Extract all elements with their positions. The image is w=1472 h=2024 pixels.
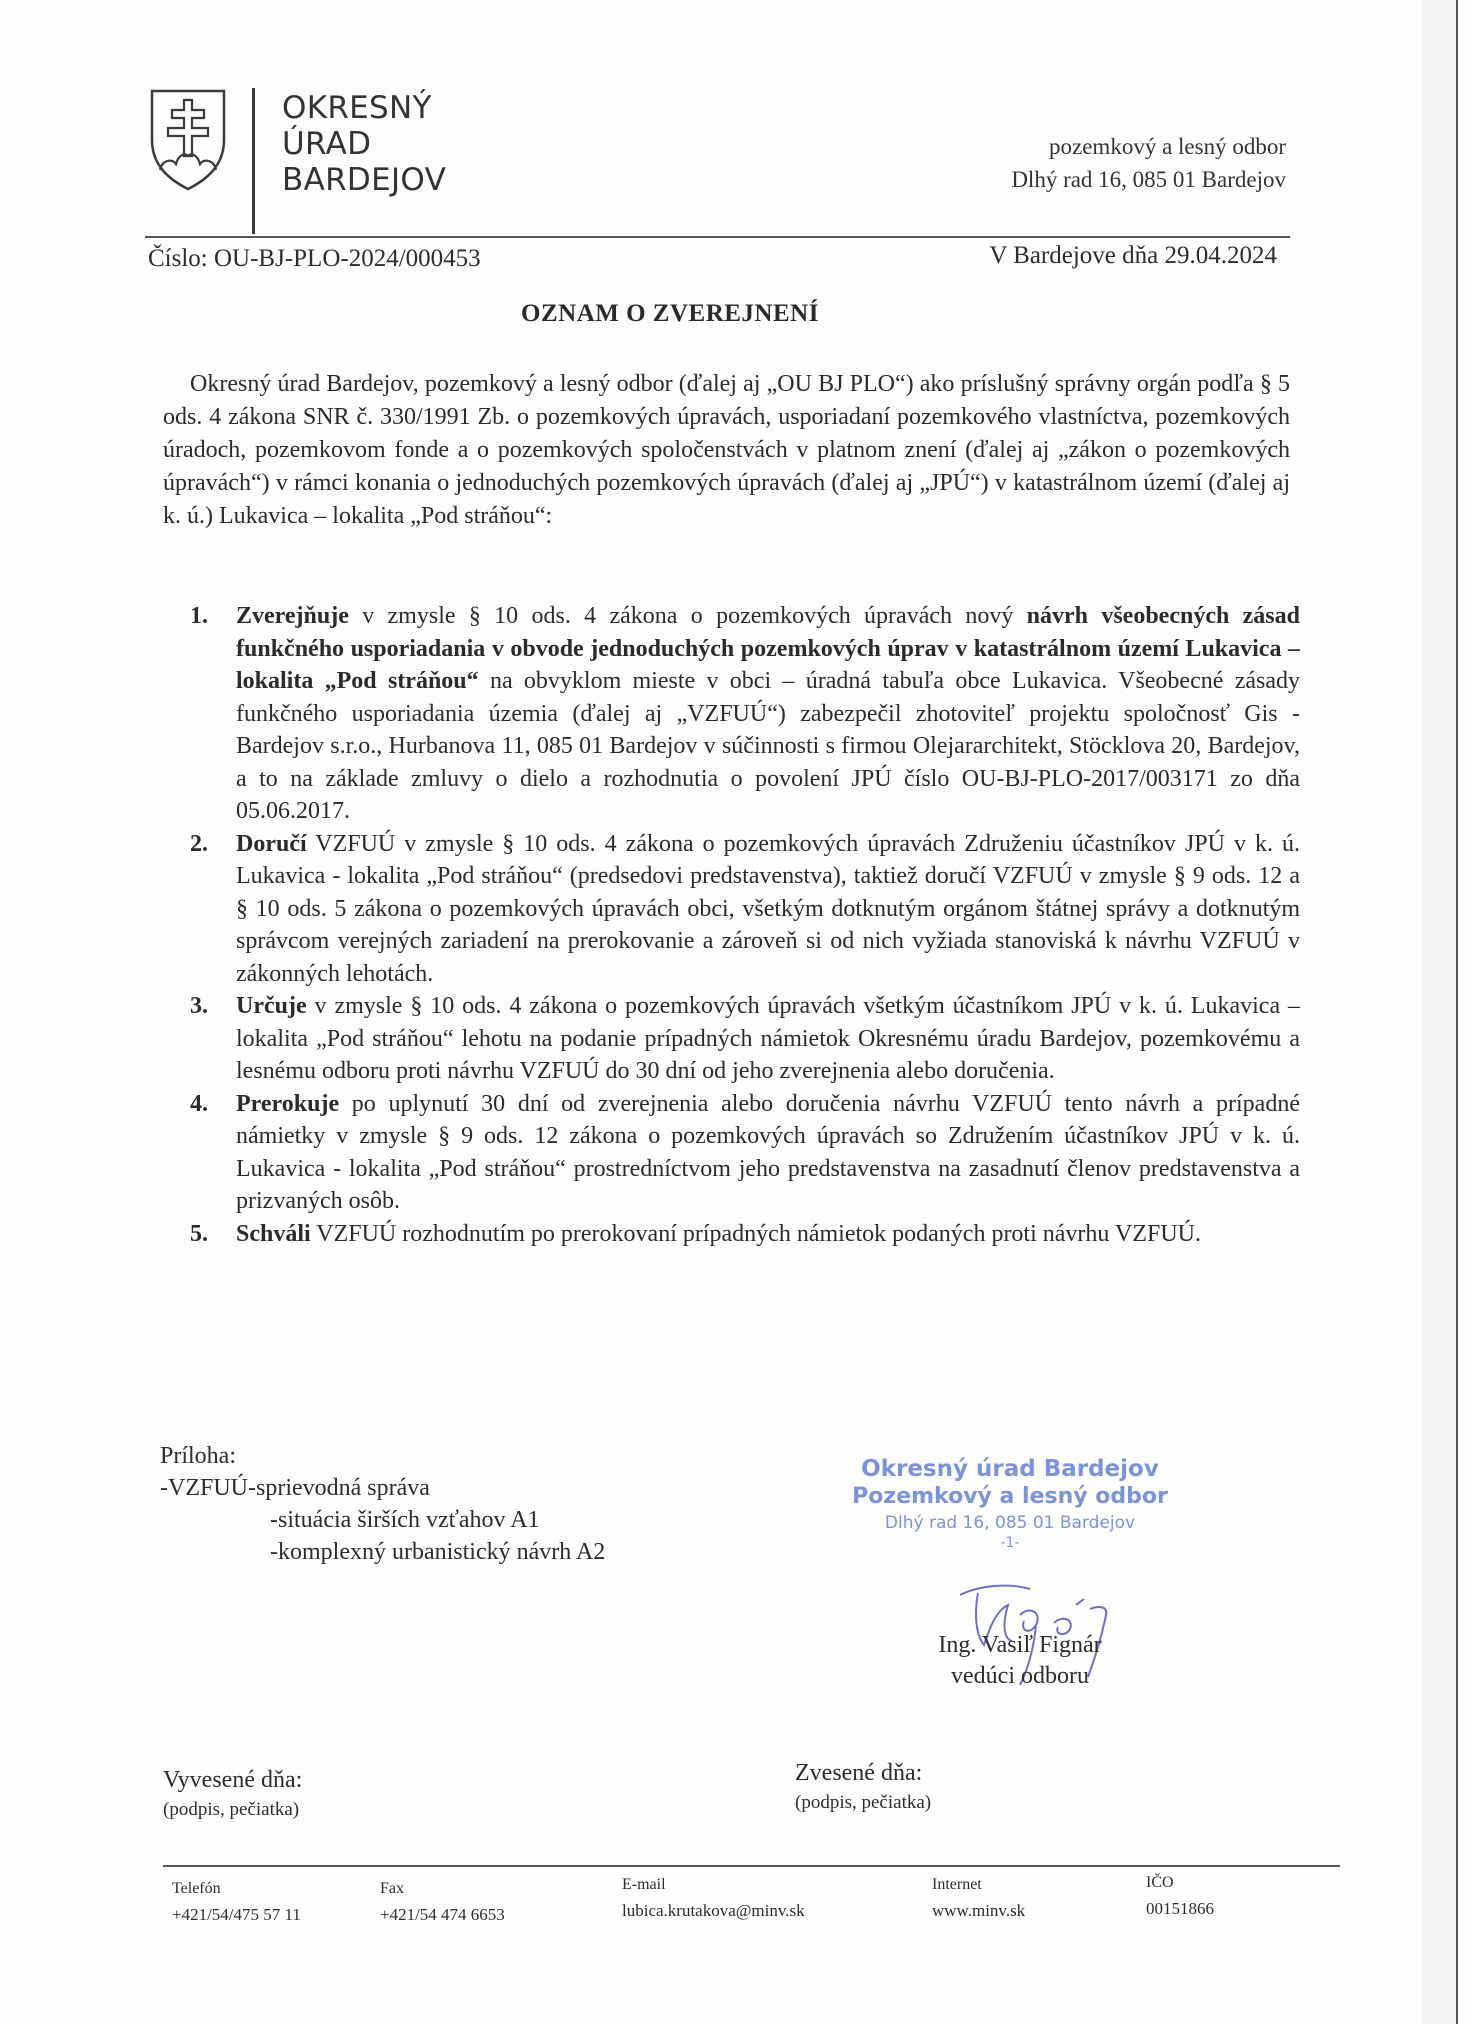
footer-email: E-mail lubica.krutakova@minv.sk (622, 1876, 805, 1920)
signer-name: Ing. Vasiľ Fignár (938, 1632, 1102, 1658)
signer-role: vedúci odboru (951, 1663, 1089, 1689)
attachment-item: -situácia širších vzťahov A1 (270, 1507, 540, 1533)
list-item: 2. Doručí VZFUÚ v zmysle § 10 ods. 4 zákona o pozemkových úpravách Združeniu účastníkov JPÚ v k. ú. Lukavica - lokalita „Pod stráňou“ (predsedovi predstavenstva), taktiež doručí VZFUÚ v zmysle § 9 ods. 12 a § 10 ods. 5 zákona o pozemkových úpravách obci, všetkým dotknutým orgánom štátnej správy a dotknutým správcom verejných zariadení na prerokovanie a zároveň si od nich vyžiada stanoviská k návrhu VZFUÚ v zákonných lehotách. (190, 830, 1300, 987)
footer-fax: Fax +421/54 474 6653 (380, 1880, 505, 1924)
document-title: OZNAM O ZVEREJNENÍ (521, 300, 819, 327)
address: Dlhý rad 16, 085 01 Bardejov (1011, 167, 1286, 192)
reference-number: Číslo: OU-BJ-PLO-2024/000453 (148, 245, 481, 272)
header-rule (145, 236, 1290, 238)
footer-phone: Telefón +421/54/475 57 11 (172, 1880, 301, 1924)
posted-on-field: Vyvesené dňa: (podpis, pečiatka) (163, 1767, 303, 1820)
list-item: 1. Zverejňuje v zmysle § 10 ods. 4 zákona o pozemkových úpravách nový návrh všeobecných zásad funkčného usporiadania v obvode jednoduchých pozemkových úprav v katastrálnom území Lukavica – lokalita „Pod stráňou“ na obvyklom mieste v obci – úradná tabuľa obce Lukavica. Všeobecné zásady funkčného usporiadania územia (ďalej aj „VZFUÚ“) zabezpečil zhotoviteľ projektu spoločnosť Gis - Bardejov s.r.o., Hurbanova 11, 085 01 Bardejov v súčinnosti s firmou Olejararchitekt, Stöcklova 20, Bardejov, a to na základe zmluvy o dielo a rozhodnutia o povolení JPÚ číslo OU-BJ-PLO-2017/003171 zo dňa 05.06.2017. (190, 603, 1300, 824)
list-item: 4. Prerokuje po uplynutí 30 dní od zverejnenia alebo doručenia návrhu VZFUÚ tento návrh a prípadné námietky v zmysle § 9 ods. 12 zákona o pozemkových úpravách so Združením účastníkov JPÚ v k. ú. Lukavica - lokalita „Pod stráňou“ prostredníctvom jeho predstavenstva na zasadnutí členov predstavenstva a prizvaných osôb. (190, 1090, 1300, 1214)
footer-ico: IČO 00151866 (1146, 1874, 1214, 1918)
signer-block (900, 1630, 1140, 1692)
attachments (160, 1440, 605, 1568)
office-name: OKRESNÝ ÚRAD BARDEJOV (282, 90, 447, 198)
office-stamp: Okresný úrad Bardejov Pozemkový a lesný odbor Dlhý rad 16, 085 01 Bardejov -1- (852, 1456, 1168, 1551)
document-date: V Bardejove dňa 29.04.2024 (989, 242, 1277, 269)
attachments-label: Príloha: (160, 1443, 236, 1469)
slovak-coat-of-arms-icon (148, 88, 228, 192)
department: pozemkový a lesný odbor (1049, 134, 1286, 159)
scan-margin (1422, 0, 1456, 2024)
footer-rule (163, 1865, 1340, 1867)
intro-paragraph: Okresný úrad Bardejov, pozemkový a lesný odbor (ďalej aj „OU BJ PLO“) ako príslušný správny orgán podľa § 5 ods. 4 zákona SNR č. 330/1991 Zb. o pozemkových úpravách, usporiadaní pozemkového vlastníctva, pozemkových úradoch, pozemkovom fonde a o pozemkových spoločenstvách v platnom znení (ďalej aj „zákon o pozemkových úpravách“) v rámci konania o jednoduchých pozemkových úpravách (ďalej aj „JPÚ“) v katastrálnom území (ďalej aj k. ú.) Lukavica – lokalita „Pod stráňou“: (163, 371, 1290, 529)
attachment-item: -VZFUÚ-sprievodná správa (160, 1475, 430, 1501)
scan-edge-line (1456, 0, 1458, 2024)
list-item: 3. Určuje v zmysle § 10 ods. 4 zákona o pozemkových úpravách všetkým účastníkom JPÚ v k. ú. Lukavica – lokalita „Pod stráňou“ lehotu na podanie prípadných námietok Okresnému úradu Bardejov, pozemkovému a lesnému odboru proti návrhu VZFUÚ do 30 dní od jeho zverejnenia alebo doručenia. (190, 993, 1300, 1084)
header-divider (252, 88, 255, 234)
removed-on-field: Zvesené dňa: (podpis, pečiatka) (795, 1760, 932, 1813)
action-list (190, 600, 1300, 1250)
attachment-item: -komplexný urbanistický návrh A2 (270, 1539, 606, 1565)
department-address (1011, 130, 1286, 196)
footer-web: Internet www.minv.sk (932, 1876, 1026, 1920)
list-item: 5. Schváli VZFUÚ rozhodnutím po prerokovaní prípadných námietok podaných proti návrhu VZFUÚ. (190, 1220, 1201, 1247)
